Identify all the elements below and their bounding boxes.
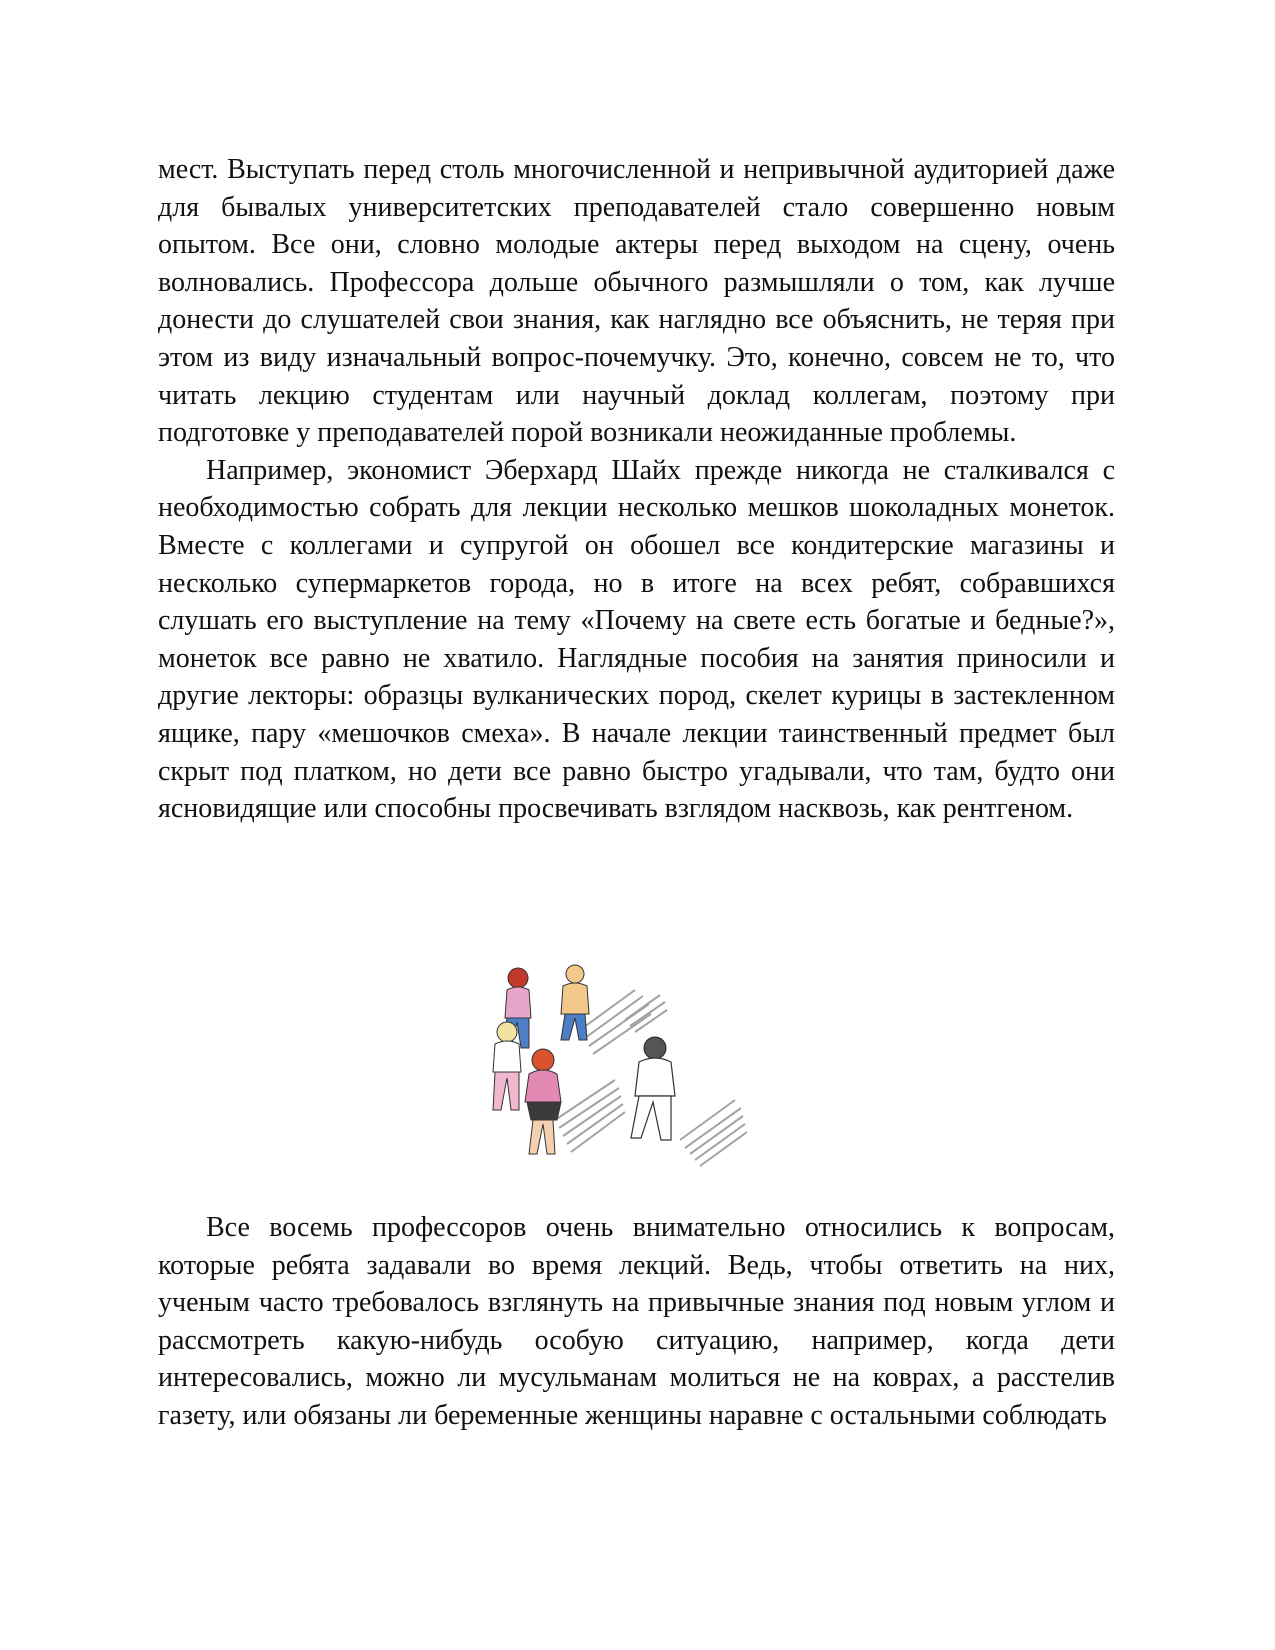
paragraph: мест. Выступать перед столь многочисленной и непривычной аудиторией даже для бывалых университетских преподавателей стало совершенно новым опытом. Все они, словно молодые актеры перед выходом на сцену, очень волновались. Профессора дольше обычного размышляли о том, как лучше донести до слушателей свои знания, как наглядно все объяснить, не теряя при этом из виду изначальный вопрос-почемучку. Это, конечно, совсем не то, что читать лекцию студентам или научный доклад коллегам, поэтому при подготовке у преподавателей порой возникали неожиданные проблемы. xyxy=(158,154,1115,449)
child-figure xyxy=(525,1049,561,1154)
text-block-bottom xyxy=(158,1209,1115,1435)
children-running-illustration xyxy=(485,960,775,1175)
child-figure xyxy=(631,1037,675,1140)
text-block-top xyxy=(158,151,1115,828)
child-figure xyxy=(561,965,589,1040)
paragraph: Например, экономист Эберхард Шайх прежде никогда не сталкивался с необходимостью собрать для лекции несколько мешков шоколадных монеток. Вместе с коллегами и супругой он обошел все кондитерские магазины и несколько супермаркетов города, но в итоге на всех ребят, собравшихся слушать его выступление на тему «Почему на свете есть богатые и бедные?», монеток все равно не хватило. Наглядные пособия на занятия приносили и другие лекторы: образцы вулканических пород, скелет курицы в застекленном ящике, пару «мешочков смеха». В начале лекции таинственный предмет был скрыт под платком, но дети все равно быстро угадывали, что там, будто они ясновидящие или способны просвечивать взглядом насквозь, как рентгеном. xyxy=(158,454,1115,825)
paragraph: Все восемь профессоров очень внимательно относились к вопросам, которые ребята задавали во время лекций. Ведь, чтобы ответить на них, ученым часто требовалось взглянуть на привычные знания под новым углом и рассмотреть какую-нибудь особую ситуацию, например, когда дети интересовались, можно ли мусульманам молиться не на коврах, а расстелив газету, или обязаны ли беременные женщины наравне с остальными соблюдать xyxy=(158,1212,1115,1431)
child-figure xyxy=(493,1022,521,1110)
